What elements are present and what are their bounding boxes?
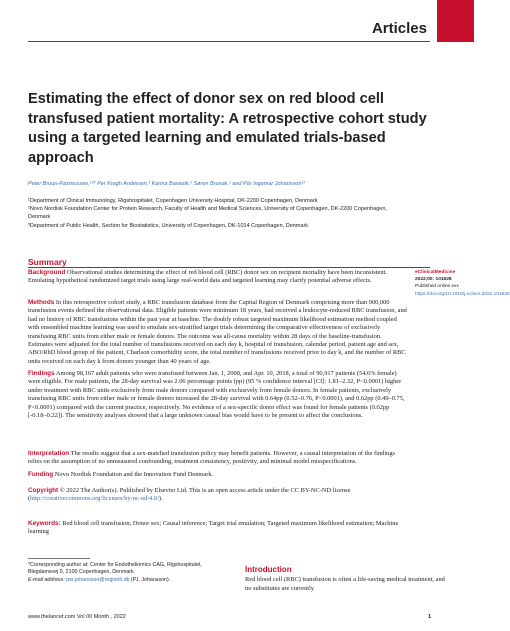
interpretation-label: Interpretation bbox=[28, 450, 70, 457]
affiliation-c: ³Department of Public Health, Section for Biostatistics, University of Copenhagen, DK-1014 Copenhagen, Denmark bbox=[28, 223, 309, 229]
keywords-paragraph bbox=[28, 520, 408, 537]
interpretation-paragraph bbox=[28, 450, 408, 467]
correspondence-footnote bbox=[28, 562, 228, 584]
section-label: Articles bbox=[371, 20, 427, 37]
background-paragraph bbox=[28, 269, 408, 286]
article-title: Estimating the effect of donor sex on red blood cell transfused patient mortality: A retrospective cohort study using a targeted learning and emulated trials-based approach bbox=[28, 91, 427, 166]
methods-paragraph bbox=[28, 299, 408, 366]
summary-heading: Summary bbox=[28, 257, 67, 267]
journal-name[interactable]: eClinicalMedicine bbox=[415, 270, 456, 275]
findings-label: Findings bbox=[28, 370, 55, 377]
interpretation-text: The results suggest that a sex-matched transfusion policy may benefit patients. However, a causal interpretation of the findings relies on the assumption of no unmeasured confounding, treatment consistency, positivity, and minimal model misspecifications. bbox=[28, 450, 395, 466]
published-online: Published online xxx bbox=[415, 284, 459, 290]
copyright-text: © 2022 The Author(s). Published by Elsevier Ltd. This is an open access article under the CC BY-NC-ND license ( bbox=[28, 487, 351, 503]
section-color-tab bbox=[437, 0, 474, 42]
journal-footer[interactable]: www.thelancet.com Vol 00 Month , 2022 bbox=[28, 614, 126, 620]
findings-text: Among 98,167 adult patients who were transfused between Jan. 1, 2008, and Apr. 10, 2018, a total of 90,917 patients (54.6% female) were eligible. For male patients, the 28-day survival was 2.06 percentage points (pp) (95 % confidence interval [CI]: 1.81–2.32, P<0.0001) higher under treatment with RBC units exclusively from male donors compared with exclusively from female donors. In female patients, exclusively transfusing RBC units from either male or female donors increased the 28-day survival with 0.64pp (0.52–0.76, P<0.0001), and 0.62pp (0.49–0.75, P<0.0001) compared with the current practice, respectively. No evidence of a sex-specific donor effect was found for female patients (0.02pp [-0.18–0.22]). The sensitivity analyses showed that a large unknown causal bias would have to be present to affect the conclusions. bbox=[28, 370, 405, 420]
header-rule bbox=[28, 41, 430, 42]
findings-paragraph bbox=[28, 370, 408, 420]
doi-link[interactable]: https://doi.org/10.1016/j.eclinm.2022.101628 bbox=[415, 291, 510, 297]
funding-label: Funding bbox=[28, 471, 54, 478]
email-link[interactable]: per.johansson@regionh.dk bbox=[66, 576, 130, 583]
funding-paragraph bbox=[28, 471, 408, 479]
affiliation-b: ²Novo Nordisk Foundation Center for Protein Research, Faculty of Health and Medical Sciences, University of Copenhagen, DK-2200 Copenhagen, Denmark bbox=[28, 206, 387, 221]
article-info-sidebar bbox=[415, 269, 510, 298]
keywords-text: Red blood cell transfusion; Donor sex; Causal inference; Target trial emulation; Targeted maximum likelihood estimation; Machine learning bbox=[28, 520, 399, 536]
background-text: Observational studies determining the effect of red blood cell (RBC) donor sex on recipient mortality have been inconsistent. Emulating hypothetical randomized target trials using large real-world data and targeted learning may clarify potential adverse effects. bbox=[28, 269, 387, 285]
keywords-label: Keywords: bbox=[28, 520, 61, 527]
author-list[interactable]: Peter Bruun-Rasmussen,¹²* Per Kragh Andersen,³ Karina Banasik,² Søren Brunak,² and Pär Ingemar Johansson¹² bbox=[28, 181, 306, 187]
copyright-close: ). bbox=[158, 495, 163, 503]
affiliation-a: ¹Department of Clinical Immunology, Rigshospitalet, Copenhagen University Hospital, DK-2200 Copenhagen, Denmark bbox=[28, 198, 318, 204]
page-number: 1 bbox=[427, 614, 431, 620]
methods-text: In this retrospective cohort study, a RBC transfusion database from the Capital Region of Denmark comprising more than 900,000 transfusion events defined the observational data. Eligible patients were minimum 18 years, had received a leukocyte-reduced RBC transfusion, and had no history of RBC transfusions within the past year at baseline. The doubly robust targeted maximum likelihood estimation method coupled with ensembled machine learning was used to emulate sex-stratified target trials determining the comparative effectiveness of exclusively transfusing RBC units from either male or female donors. The outcome was all-cause mortality within 28 days of the baseline-transfusion. Estimates were adjusted for the total number of transfusions received on each day k, hospital of transfusion, calendar period, patient age and sex, ABO/RhD blood group of the patient, Charlson comorbidity score, the total number of transfusions received prior to day k, and the number of RBC units received on each day k from donors younger than 40 years of age. bbox=[28, 299, 407, 365]
summary-rule bbox=[28, 267, 430, 268]
funding-text: Novo Nordisk Foundation and the Innovation Fund Denmark. bbox=[53, 471, 214, 478]
methods-label: Methods bbox=[28, 299, 55, 306]
copyright-paragraph bbox=[28, 487, 408, 504]
introduction-heading: Introduction bbox=[245, 565, 292, 574]
corresponding-author: *Corresponding author at: Center for Endotheliomics CAG, Rigshospitalet, Blegdamsvej 9, 2100 Copenhagen, Denmark. bbox=[28, 562, 202, 576]
article-id: 2022;00: 101628 bbox=[415, 277, 452, 283]
license-link[interactable]: http://creativecommons.org/licenses/by-nc-nd/4.0/ bbox=[30, 495, 159, 503]
copyright-label: Copyright bbox=[28, 487, 59, 494]
email-label: E-mail address: bbox=[28, 576, 65, 583]
background-label: Background bbox=[28, 269, 66, 276]
introduction-text: Red blood cell (RBC) transfusion is often a life-saving medical treatment, and no substitutes are currently bbox=[245, 576, 445, 592]
footnote-rule bbox=[28, 558, 90, 559]
email-suffix: (P.I. Johansson). bbox=[129, 576, 171, 583]
